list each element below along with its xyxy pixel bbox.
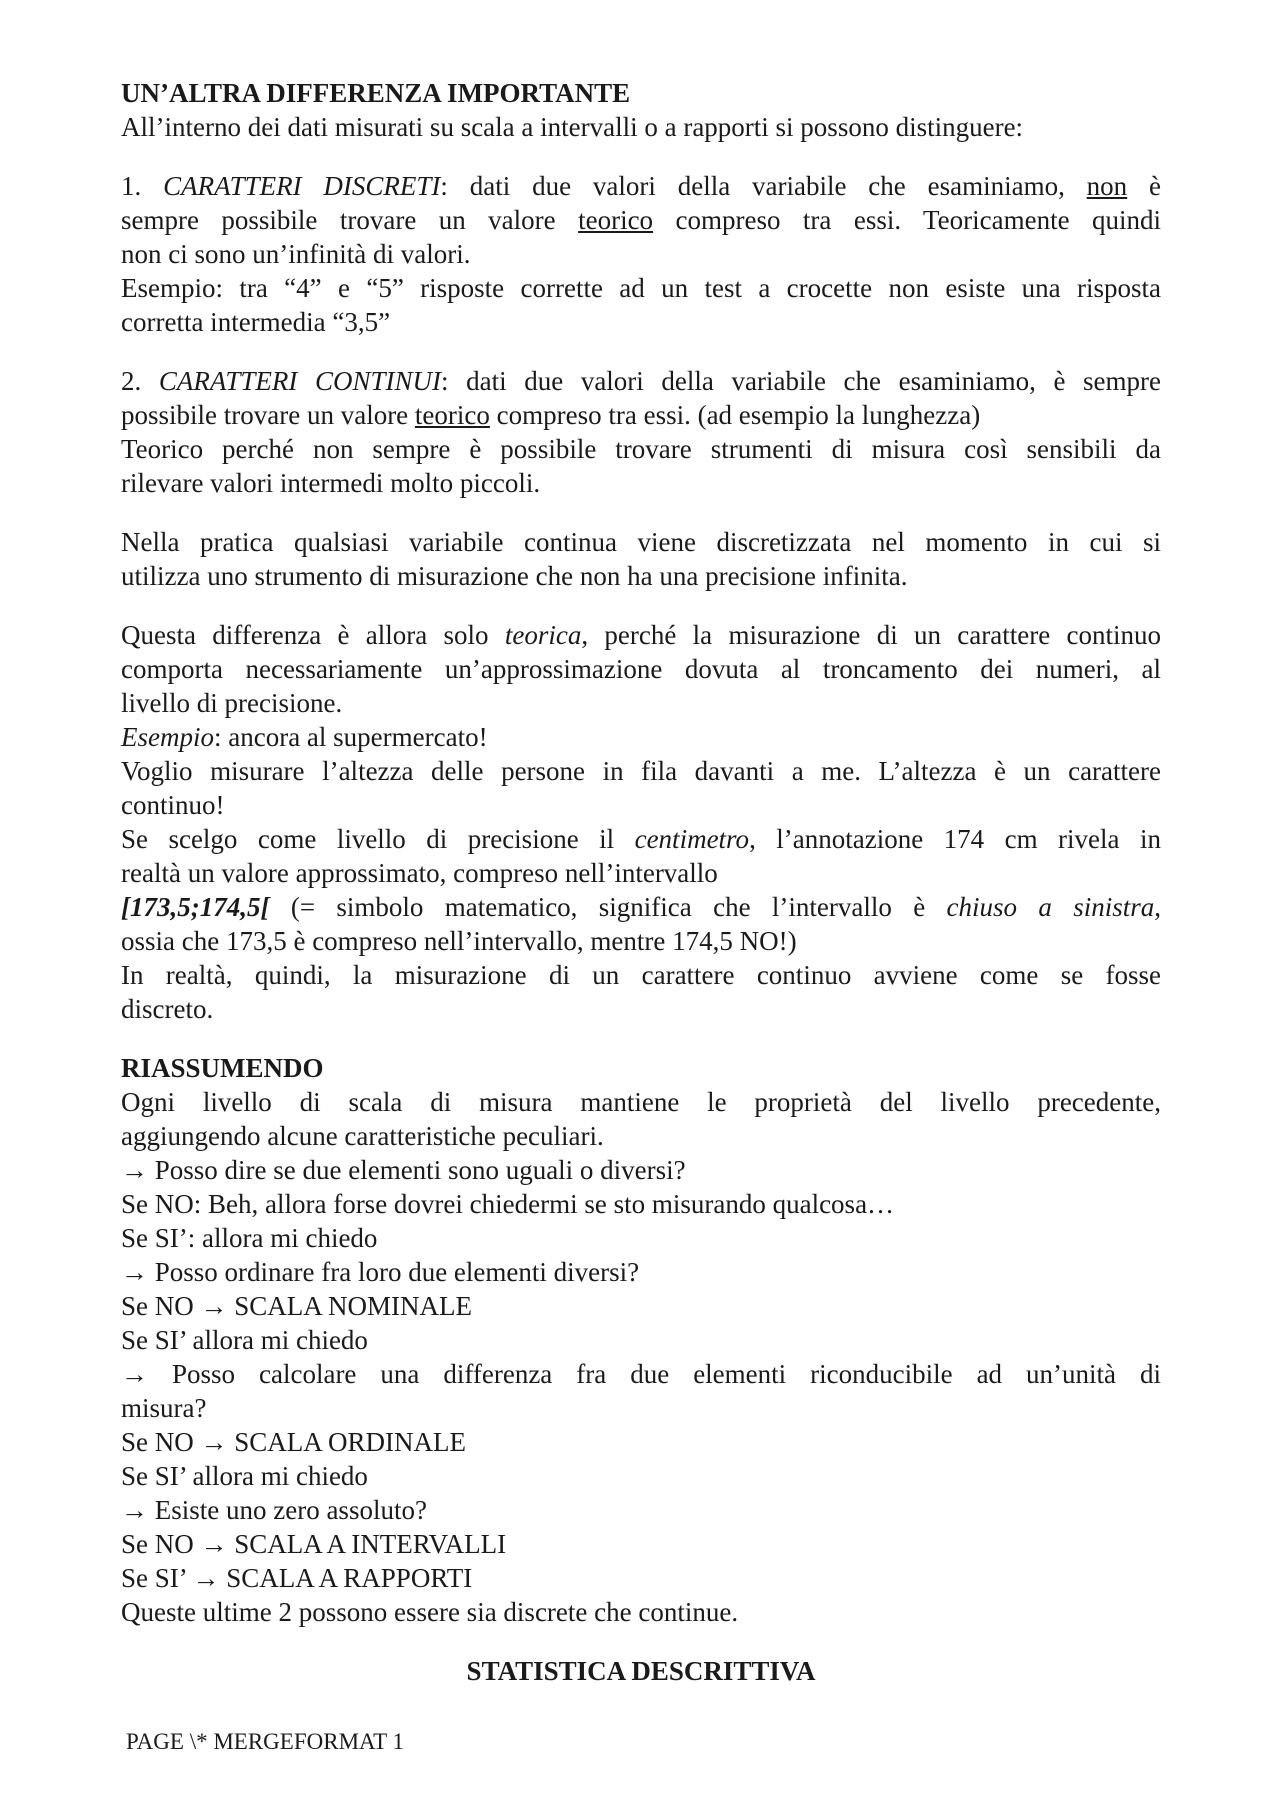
text-line: → Posso dire se due elementi sono uguali o diversi? [121,1155,686,1185]
underlined-teorico: teorico [578,205,654,235]
text-line: Se SI’ allora mi chiedo [121,1325,368,1355]
text-line: realtà un valore approssimato, compreso nell’intervallo [121,858,718,888]
paragraph-caratteri-continui [121,364,1161,500]
text-line: Voglio misurare l’altezza delle persone in fila davanti a me. L’altezza è un carattere [121,756,1161,786]
text-line: Nella pratica qualsiasi variabile continua viene discretizzata nel momento in cui si [121,527,1161,557]
text-line: Se NO → SCALA ORDINALE [121,1427,467,1457]
text-line: Se scelgo come livello di precisione il centimetro, l’annotazione 174 cm rivela in [121,824,1161,854]
text-line: Ogni livello di scala di misura mantiene le proprietà del livello precedente, [121,1087,1161,1117]
text-line: 1. CARATTERI DISCRETI: dati due valori della variabile che esaminiamo, non è [121,171,1161,201]
paragraph-pratica [121,525,1161,593]
text-line: [173,5;174,5[ (= simbolo matematico, significa che l’intervallo è chiuso a sinistra, [121,892,1161,922]
text-line: sempre possibile trovare un valore teorico compreso tra essi. Teoricamente quindi [121,205,1161,235]
text-line: corretta intermedia “3,5” [121,307,391,337]
text-line: Se SI’: allora mi chiedo [121,1223,378,1253]
text-line: ossia che 173,5 è compreso nell’intervallo, mentre 174,5 NO!) [121,926,797,956]
text-line: In realtà, quindi, la misurazione di un carattere continuo avviene come se fosse [121,960,1161,990]
text-line: misura? [121,1393,207,1423]
text-line: → Posso ordinare fra loro due elementi diversi? [121,1257,640,1287]
page-footer: PAGE \* MERGEFORMAT 1 [126,1729,404,1754]
text-line: Se NO: Beh, allora forse dovrei chiedermi se sto misurando qualcosa… [121,1189,895,1219]
text-line: discreto. [121,994,214,1024]
underlined-teorico: teorico [414,400,490,430]
text-line: Esempio: ancora al supermercato! [121,722,488,752]
text-line: → Esiste uno zero assoluto? [121,1495,427,1525]
text-line: Se SI’ allora mi chiedo [121,1461,368,1491]
text-line: Teorico perché non sempre è possibile trovare strumenti di misura così sensibili da [121,434,1161,464]
text-line: Se SI’ → SCALA A RAPPORTI [121,1563,473,1593]
text-line: possibile trovare un valore teorico compreso tra essi. (ad esempio la lunghezza) [121,400,981,430]
paragraph-caratteri-discreti [121,169,1161,339]
text-line: comporta necessariamente un’approssimazione dovuta al troncamento dei numeri, al [121,654,1161,684]
text-line: Questa differenza è allora solo teorica, perché la misurazione di un carattere continuo [121,620,1161,650]
intro-line: All’interno dei dati misurati su scala a intervalli o a rapporti si possono distinguere: [121,112,1024,142]
text-line: utilizza uno strumento di misurazione che non ha una precisione infinita. [121,561,908,591]
document-page [121,76,1161,1688]
text-line: aggiungendo alcune caratteristiche peculiari. [121,1121,604,1151]
text-line: → Posso calcolare una differenza fra due elementi riconducibile ad un’unità di [121,1359,1161,1389]
text-line: continuo! [121,790,225,820]
text-line: Se NO → SCALA A INTERVALLI [121,1529,507,1559]
text-line: rilevare valori intermedi molto piccoli. [121,468,541,498]
paragraph-teorica [121,618,1161,1026]
summary-list [121,1085,1161,1629]
text-line: 2. CARATTERI CONTINUI: dati due valori della variabile che esaminiamo, è sempre [121,366,1162,396]
text-line: non ci sono un’infinità di valori. [121,239,471,269]
section-heading-riassumendo: RIASSUMENDO [121,1053,324,1083]
term-continui: CARATTERI CONTINUI [158,366,442,396]
section-heading-differenza: UN’ALTRA DIFFERENZA IMPORTANTE [121,78,631,108]
underlined-non: non [1086,171,1128,201]
text-line: Esempio: tra “4” e “5” risposte corrette ad un test a crocette non esiste una risposta [121,273,1161,303]
term-discreti: CARATTERI DISCRETI [163,171,441,201]
text-line: livello di precisione. [121,688,343,718]
interval-notation: [173,5;174,5[ [121,892,270,922]
text-line: Queste ultime 2 possono essere sia discrete che continue. [121,1597,739,1627]
text-line: Se NO → SCALA NOMINALE [121,1291,472,1321]
section-heading-statistica: STATISTICA DESCRITTIVA [466,1656,816,1686]
